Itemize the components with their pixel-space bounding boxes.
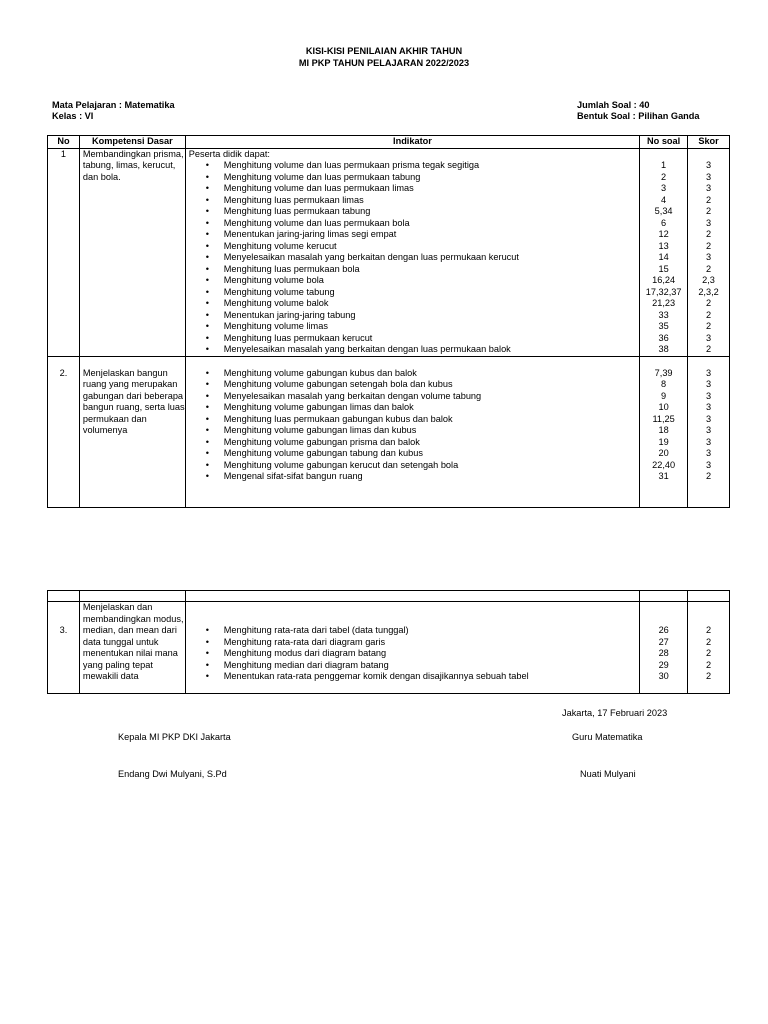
bullet-icon: • xyxy=(205,402,209,412)
indicator-cell xyxy=(185,148,639,356)
question-count-label: Jumlah Soal : 40 xyxy=(577,100,650,110)
indicator-item xyxy=(189,660,640,672)
score-value: 2 xyxy=(705,659,712,670)
question-number: 21,23 xyxy=(652,298,676,308)
indicator-item xyxy=(189,671,640,683)
indicator-text: Menghitung volume gabungan limas dan balok xyxy=(223,402,414,412)
question-number: 6 xyxy=(661,217,667,228)
indicator-text: Mengenal sifat-sifat bangun ruang xyxy=(223,471,363,481)
indicator-text: Menghitung modus dari diagram batang xyxy=(223,648,387,658)
question-number: 3 xyxy=(661,183,667,193)
score-value: 2,3 xyxy=(702,275,715,285)
score-value: 2 xyxy=(705,344,712,354)
question-number: 35 xyxy=(658,321,669,331)
indicator-item xyxy=(189,183,639,195)
table-blank-row xyxy=(48,591,730,602)
indicator-text: Menghitung volume gabungan tabung dan kubus xyxy=(223,448,423,458)
bullet-icon: • xyxy=(205,194,209,205)
indicator-item xyxy=(189,471,639,483)
bullet-icon: • xyxy=(205,413,209,424)
indicator-text: Menyelesaikan masalah yang berkaitan dengan luas permukaan kerucut xyxy=(223,252,519,262)
indicator-text: Menghitung volume bola xyxy=(223,275,324,285)
score-value: 2 xyxy=(705,229,712,239)
question-number: 33 xyxy=(658,309,669,320)
indicator-item xyxy=(189,252,639,264)
bullet-icon: • xyxy=(205,217,209,228)
header-kompetensi: Kompetensi Dasar xyxy=(79,136,185,149)
score-value: 2,3,2 xyxy=(698,286,719,297)
indicator-item xyxy=(189,333,639,345)
table-row xyxy=(48,356,730,507)
grid-table-continued xyxy=(47,590,730,694)
place-date: Jakarta, 17 Februari 2023 xyxy=(562,708,668,718)
indicator-item xyxy=(189,287,639,299)
question-number: 16,24 xyxy=(652,275,676,285)
bullet-icon: • xyxy=(205,275,209,285)
indicator-text: Menghitung volume gabungan prisma dan balok xyxy=(223,436,420,447)
question-number: 12 xyxy=(658,229,669,239)
score-value: 3 xyxy=(705,425,712,435)
indicator-text: Menghitung volume gabungan kubus dan balok xyxy=(223,367,417,378)
grade-label: Kelas : VI xyxy=(52,111,94,121)
row-number: 2. xyxy=(48,356,80,507)
score-cell xyxy=(688,148,730,356)
header-no-soal: No soal xyxy=(640,136,688,149)
indicator-text: Menghitung luas permukaan gabungan kubus dan balok xyxy=(223,413,453,424)
question-number: 9 xyxy=(661,390,667,401)
score-value: 2 xyxy=(705,625,712,635)
score-value: 2 xyxy=(705,636,712,647)
bullet-icon: • xyxy=(205,425,209,435)
indicator-text: Menghitung rata-rata dari diagram garis xyxy=(223,636,386,647)
bullet-icon: • xyxy=(205,206,209,216)
table-header-row xyxy=(48,136,730,149)
question-number: 13 xyxy=(658,240,669,251)
table-row xyxy=(48,602,730,694)
question-number: 4 xyxy=(661,194,667,205)
table-row xyxy=(48,148,730,356)
indicator-list xyxy=(189,368,639,483)
bullet-icon: • xyxy=(205,160,209,170)
indicator-item xyxy=(189,206,639,218)
indicator-item xyxy=(189,448,639,460)
indicator-text: Menyelesaikan masalah yang berkaitan dengan luas permukaan balok xyxy=(223,344,511,354)
question-number: 29 xyxy=(658,659,669,670)
bullet-icon: • xyxy=(205,471,209,481)
indicator-item xyxy=(189,460,639,472)
subject-label: Mata Pelajaran : Matematika xyxy=(52,100,175,110)
indicator-item xyxy=(189,195,639,207)
indicator-text: Menentukan jaring-jaring tabung xyxy=(223,309,356,320)
indicator-text: Menghitung luas permukaan limas xyxy=(223,194,364,205)
score-value: 3 xyxy=(705,252,712,262)
indicator-item xyxy=(189,402,639,414)
bullet-icon: • xyxy=(205,332,209,343)
score-value: 2 xyxy=(705,471,712,481)
indicator-text: Menyelesaikan masalah yang berkaitan dengan volume tabung xyxy=(223,390,482,401)
indicator-item xyxy=(189,368,639,380)
score-value: 2 xyxy=(705,648,712,658)
indicator-text: Menghitung volume dan luas permukaan tabung xyxy=(223,171,421,182)
bullet-icon: • xyxy=(205,379,209,389)
row-number: 3. xyxy=(48,602,80,694)
score-value: 3 xyxy=(705,332,712,343)
indicator-intro: Peserta didik dapat: xyxy=(188,148,270,159)
indicator-text: Menghitung volume gabungan setengah bola dan kubus xyxy=(223,379,453,389)
question-number: 19 xyxy=(658,436,669,447)
question-number: 28 xyxy=(658,648,669,658)
indicator-text: Menghitung volume limas xyxy=(223,321,328,331)
bullet-icon: • xyxy=(205,344,209,354)
indicator-item xyxy=(189,264,639,276)
indicator-list xyxy=(189,160,639,356)
question-number-cell xyxy=(640,356,688,507)
doc-title-line2: MI PKP TAHUN PELAJARAN 2022/2023 xyxy=(298,58,470,68)
indicator-text: Menghitung volume balok xyxy=(223,298,329,308)
indicator-item xyxy=(189,637,640,649)
indicator-cell xyxy=(185,602,640,694)
score-value: 2 xyxy=(705,671,712,681)
left-signatory-role: Kepala MI PKP DKI Jakarta xyxy=(118,732,231,742)
question-number: 14 xyxy=(658,252,669,262)
header-no: No xyxy=(48,136,80,149)
score-value: 3 xyxy=(705,402,712,412)
question-number-cell xyxy=(640,148,688,356)
question-number: 10 xyxy=(658,402,669,412)
bullet-icon: • xyxy=(205,229,209,239)
question-form-label: Bentuk Soal : Pilihan Ganda xyxy=(577,111,700,121)
bullet-icon: • xyxy=(205,321,209,331)
question-number: 1 xyxy=(661,160,667,170)
indicator-item xyxy=(189,298,639,310)
indicator-text: Menghitung volume dan luas permukaan bola xyxy=(223,217,410,228)
bullet-icon: • xyxy=(205,436,209,447)
indicator-text: Menghitung volume kerucut xyxy=(223,240,337,251)
question-number: 36 xyxy=(658,332,669,343)
bullet-icon: • xyxy=(205,636,209,647)
score-value: 3 xyxy=(705,448,712,458)
right-signatory-role: Guru Matematika xyxy=(572,732,643,742)
score-value: 3 xyxy=(705,160,712,170)
question-number: 26 xyxy=(658,625,669,635)
score-value: 3 xyxy=(705,171,712,182)
bullet-icon: • xyxy=(205,240,209,251)
indicator-text: Menghitung luas permukaan kerucut xyxy=(223,332,373,343)
indicator-text: Menghitung volume tabung xyxy=(223,286,335,297)
score-value: 3 xyxy=(705,183,712,193)
bullet-icon: • xyxy=(205,659,209,670)
bullet-icon: • xyxy=(205,459,209,470)
competency-cell: Membandingkan prisma, tabung, limas, kerucut, dan bola. xyxy=(79,148,185,356)
indicator-item xyxy=(189,344,639,356)
indicator-text: Menghitung volume dan luas permukaan limas xyxy=(223,183,414,193)
question-number: 31 xyxy=(658,471,669,481)
bullet-icon: • xyxy=(205,263,209,274)
question-number: 2 xyxy=(661,171,667,182)
bullet-icon: • xyxy=(205,183,209,193)
row-number: 1 xyxy=(48,148,80,356)
score-value: 3 xyxy=(705,390,712,401)
indicator-item xyxy=(189,321,639,333)
indicator-item xyxy=(189,425,639,437)
score-value: 2 xyxy=(705,321,712,331)
bullet-icon: • xyxy=(205,671,209,681)
bullet-icon: • xyxy=(205,367,209,378)
indicator-item xyxy=(189,172,639,184)
bullet-icon: • xyxy=(205,448,209,458)
indicator-item xyxy=(189,160,639,172)
question-number: 17,32,37 xyxy=(645,286,682,297)
indicator-text: Menentukan rata-rata penggemar komik dengan disajikannya sebuah tabel xyxy=(223,671,529,681)
competency-cell: Menjelaskan dan membandingkan modus, median, dan mean dari data tunggal untuk menentukan nilai mana yang paling tepat mewakili data xyxy=(79,602,185,694)
question-number: 30 xyxy=(658,671,669,681)
indicator-text: Menghitung volume gabungan limas dan kubus xyxy=(223,425,417,435)
bullet-icon: • xyxy=(205,309,209,320)
bullet-icon: • xyxy=(205,390,209,401)
indicator-item xyxy=(189,648,640,660)
left-signatory-name: Endang Dwi Mulyani, S.Pd xyxy=(118,769,227,779)
question-number: 27 xyxy=(658,636,669,647)
indicator-item xyxy=(189,414,639,426)
indicator-item xyxy=(189,218,639,230)
question-number-cell xyxy=(640,602,688,694)
score-cell xyxy=(688,602,730,694)
indicator-text: Menghitung luas permukaan bola xyxy=(223,263,360,274)
indicator-text: Menghitung volume gabungan kerucut dan setengah bola xyxy=(223,459,459,470)
question-number: 15 xyxy=(658,263,669,274)
question-number: 38 xyxy=(658,344,669,354)
score-value: 2 xyxy=(705,206,712,216)
question-number: 8 xyxy=(661,379,667,389)
indicator-item xyxy=(189,229,639,241)
indicator-item xyxy=(189,310,639,322)
indicator-item xyxy=(189,391,639,403)
indicator-list xyxy=(189,625,640,683)
indicator-item xyxy=(189,275,639,287)
header-skor: Skor xyxy=(688,136,730,149)
indicator-item xyxy=(189,625,640,637)
score-value: 2 xyxy=(705,194,712,205)
indicator-text: Menghitung volume dan luas permukaan prisma tegak segitiga xyxy=(223,160,480,170)
indicator-item xyxy=(189,379,639,391)
score-cell xyxy=(688,356,730,507)
question-number: 5,34 xyxy=(654,206,673,216)
doc-title-line1: KISI-KISI PENILAIAN AKHIR TAHUN xyxy=(305,46,463,56)
indicator-text: Menentukan jaring-jaring limas segi empat xyxy=(223,229,397,239)
score-value: 2 xyxy=(705,263,712,274)
score-value: 3 xyxy=(705,217,712,228)
bullet-icon: • xyxy=(205,171,209,182)
indicator-text: Menghitung rata-rata dari tabel (data tunggal) xyxy=(223,625,409,635)
score-value: 3 xyxy=(705,367,712,378)
score-value: 3 xyxy=(705,459,712,470)
bullet-icon: • xyxy=(205,298,209,308)
indicator-item xyxy=(189,437,639,449)
question-number: 7,39 xyxy=(654,367,673,378)
indicator-item xyxy=(189,241,639,253)
score-value: 3 xyxy=(705,413,712,424)
score-value: 3 xyxy=(705,379,712,389)
question-number: 11,25 xyxy=(652,413,675,424)
indicator-text: Menghitung median dari diagram batang xyxy=(223,659,389,670)
grid-table-main xyxy=(47,135,730,508)
score-value: 2 xyxy=(705,240,712,251)
right-signatory-name: Nuati Mulyani xyxy=(580,769,636,779)
question-number: 18 xyxy=(658,425,669,435)
bullet-icon: • xyxy=(205,648,209,658)
bullet-icon: • xyxy=(205,252,209,262)
indicator-cell xyxy=(185,356,639,507)
bullet-icon: • xyxy=(205,625,209,635)
score-value: 2 xyxy=(705,298,712,308)
indicator-text: Menghitung luas permukaan tabung xyxy=(223,206,371,216)
header-indikator: Indikator xyxy=(185,136,639,149)
question-number: 20 xyxy=(658,448,669,458)
score-value: 3 xyxy=(705,436,712,447)
competency-cell: Menjelaskan bangun ruang yang merupakan gabungan dari beberapa bangun ruang, serta luas permukaan dan volumenya xyxy=(79,356,185,507)
bullet-icon: • xyxy=(205,286,209,297)
question-number: 22,40 xyxy=(652,459,676,470)
score-value: 2 xyxy=(705,309,712,320)
